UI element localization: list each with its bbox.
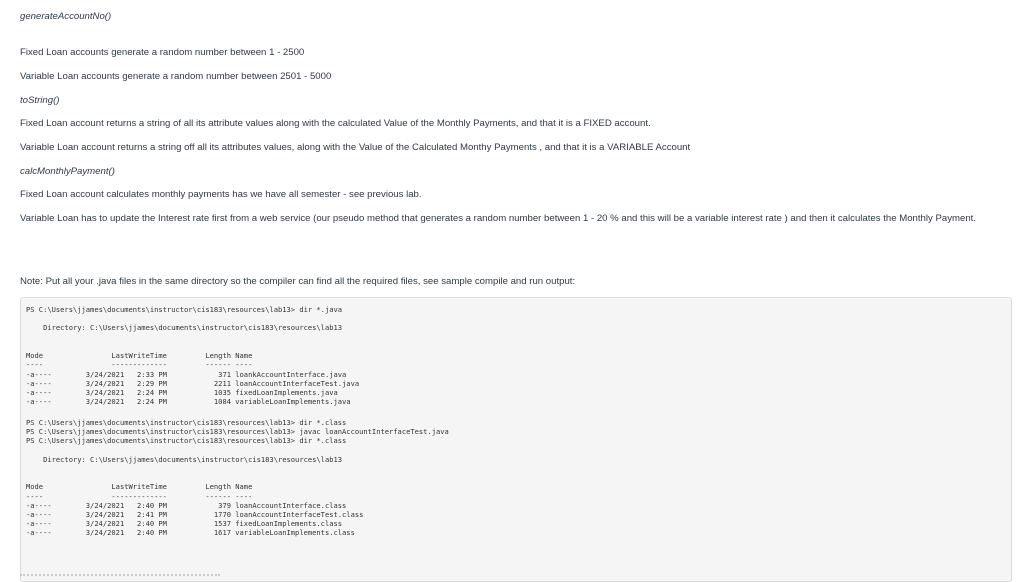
terminal-command: PS C:\Users\jjames\documents\instructor\cis183\resources\lab13> javac loanAccountInterfaceTest.java (26, 427, 449, 436)
paragraph-variable-calc: Variable Loan has to update the Interest rate first from a web service (our pseudo method that generates a random number between 1 - 20 % and this will be a variable interest rate ) and then it calculates the Monthly Payment. (20, 213, 976, 224)
terminal-directory: Directory: C:\Users\jjames\documents\instructor\cis183\resources\lab13 (26, 323, 343, 332)
terminal-command: PS C:\Users\jjames\documents\instructor\cis183\resources\lab13> dir *.class (26, 418, 347, 427)
terminal-header: Mode LastWriteTime Length Name (26, 351, 253, 360)
terminal-row: -a---- 3/24/2021 2:40 PM 379 loanAccountInterface.class (26, 501, 347, 510)
terminal-separator: ---- ------------- ------ ---- (26, 360, 253, 369)
heading-generate-account-no: generateAccountNo() (20, 11, 112, 22)
paragraph-fixed-calc: Fixed Loan account calculates monthly payments has we have all semester - see previous lab. (20, 189, 422, 200)
terminal-row: -a---- 3/24/2021 2:24 PM 1084 variableLoanImplements.java (26, 397, 351, 406)
terminal-row: -a---- 3/24/2021 2:40 PM 1537 fixedLoanImplements.class (26, 519, 343, 528)
terminal-row: -a---- 3/24/2021 2:33 PM 371 loankAccountInterface.java (26, 370, 347, 379)
paragraph-note: Note: Put all your .java files in the same directory so the compiler can find all the required files, see sample compile and run output: (20, 276, 576, 287)
paragraph-fixed-to-string: Fixed Loan account returns a string of all its attribute values along with the calculated Value of the Monthly Payments, and that it is a FIXED account. (20, 118, 651, 129)
terminal-row: -a---- 3/24/2021 2:24 PM 1035 fixedLoanImplements.java (26, 388, 338, 397)
terminal-row: -a---- 3/24/2021 2:29 PM 2211 loanAccountInterfaceTest.java (26, 379, 360, 388)
terminal-command: PS C:\Users\jjames\documents\instructor\cis183\resources\lab13> dir *.class (26, 436, 347, 445)
content-cutoff-line (20, 574, 220, 580)
terminal-output-block (20, 297, 1012, 582)
terminal-row: -a---- 3/24/2021 2:41 PM 1770 loanAccountInterfaceTest.class (26, 510, 364, 519)
heading-calc-monthly-payment: calcMonthlyPayment() (20, 166, 115, 177)
heading-to-string: toString() (20, 95, 60, 106)
terminal-command: PS C:\Users\jjames\documents\instructor\cis183\resources\lab13> dir *.java (26, 305, 343, 314)
terminal-separator: ---- ------------- ------ ---- (26, 492, 253, 501)
paragraph-variable-range: Variable Loan accounts generate a random number between 2501 - 5000 (20, 71, 332, 82)
paragraph-variable-to-string: Variable Loan account returns a string off all its attributes values, along with the Value of the Calculated Monthy Payments , and that it is a VARIABLE Account (20, 142, 691, 153)
paragraph-fixed-range: Fixed Loan accounts generate a random number between 1 - 2500 (20, 47, 305, 58)
terminal-directory: Directory: C:\Users\jjames\documents\instructor\cis183\resources\lab13 (26, 455, 343, 464)
terminal-row: -a---- 3/24/2021 2:40 PM 1617 variableLoanImplements.class (26, 528, 355, 537)
terminal-header: Mode LastWriteTime Length Name (26, 482, 253, 491)
